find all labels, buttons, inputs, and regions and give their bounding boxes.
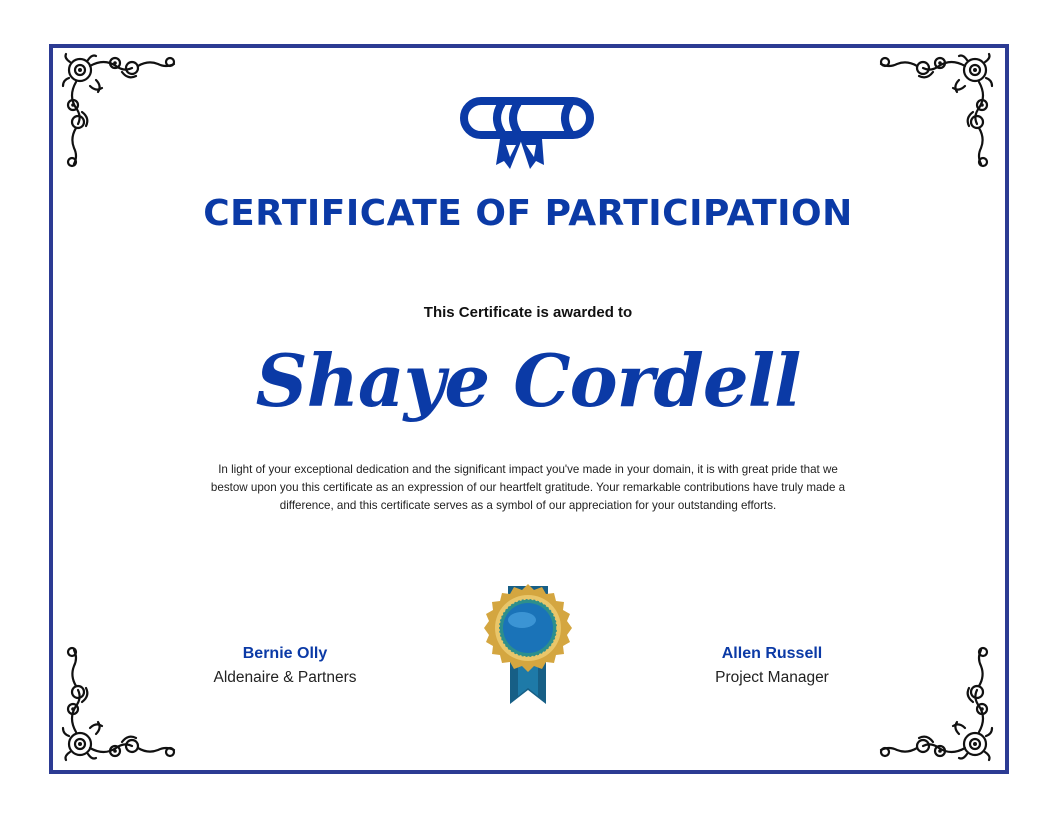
award-seal-icon (482, 582, 574, 706)
recipient-name: Shaye Cordell (255, 338, 801, 423)
signer-left (155, 645, 415, 687)
certificate-body: In light of your exceptional dedication and the significant impact you've made in your domain, it is with great pride that we bestow upon you this certificate as an expression of our heartfelt gratitude. Your remarkable contributions have truly made a difference, and this certificate serves as a symbol of our appreciation for your outstanding efforts. (210, 463, 846, 512)
signer-name: Allen Russell (721, 645, 823, 662)
diploma-scroll-icon (458, 95, 596, 179)
ornamental-corner-icon (60, 50, 178, 172)
certificate-title: CERTIFICATE OF PARTICIPATION (203, 193, 853, 234)
awarded-to-label: This Certificate is awarded to (423, 304, 633, 321)
signer-name: Bernie Olly (242, 645, 328, 662)
signer-role: Project Manager (715, 669, 829, 686)
ornamental-corner-icon (877, 50, 995, 172)
signer-role: Aldenaire & Partners (213, 669, 357, 686)
signer-right (642, 645, 902, 687)
